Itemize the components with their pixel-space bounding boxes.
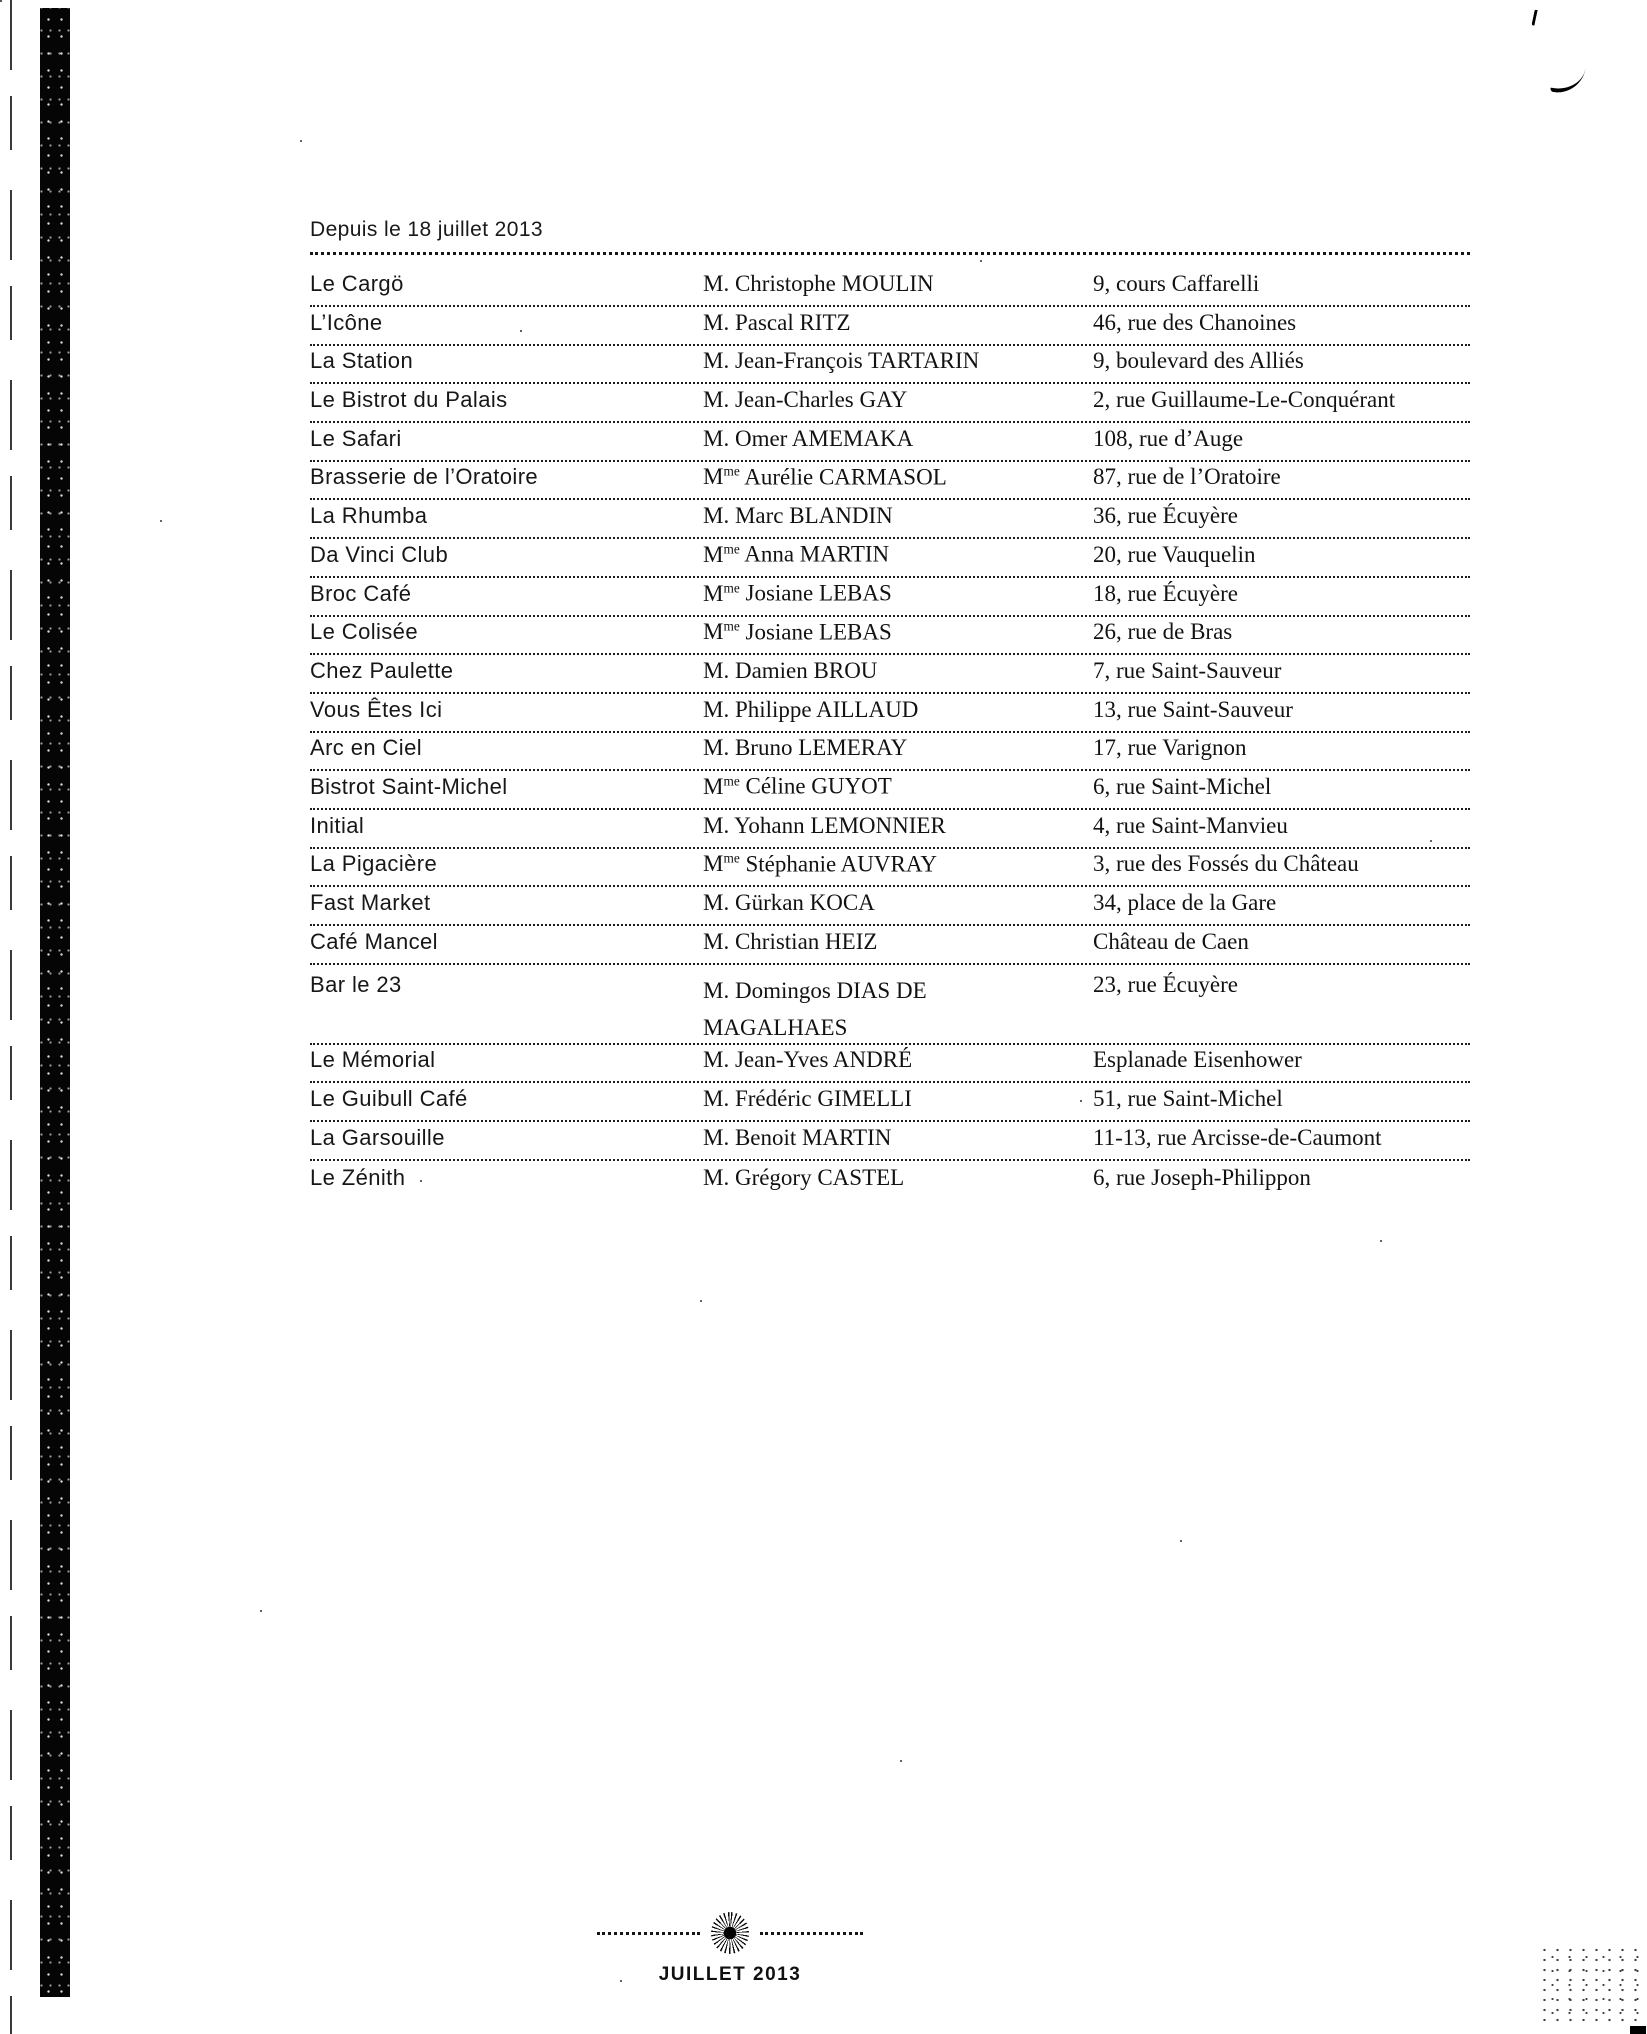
owner-name: $M^{me}$ Anna MARTIN — [703, 541, 890, 567]
establishment-address: 6, rue Joseph-Philippon — [1093, 1165, 1311, 1191]
owner-name: M. Marc BLANDIN — [703, 503, 893, 529]
sunburst-icon — [711, 1912, 749, 1954]
establishment-name: La Rhumba — [310, 503, 428, 529]
table-row — [310, 1045, 1470, 1084]
table-row — [310, 694, 1470, 733]
establishment-address: 36, rue Écuyère — [1093, 503, 1238, 529]
owner-honorific: M. — [703, 425, 730, 451]
owner-honorific: M. — [703, 309, 730, 335]
owner-honorific: M. — [703, 1165, 730, 1191]
owner-name: $M^{me}$ Josiane LEBAS — [703, 579, 892, 606]
establishment-address: 87, rue de l’Oratoire — [1093, 464, 1281, 490]
owner-name: $M^{me}$ Céline GUYOT — [703, 773, 892, 799]
establishment-name: Le Mémorial — [310, 1047, 436, 1073]
footer-dotted-rule-left — [597, 1932, 700, 1935]
owner-name: $M^{me}$ Stéphanie AUVRAY — [703, 850, 937, 877]
owner-honorific: M. — [703, 928, 730, 954]
owner-name: M. Christian HEIZ — [703, 928, 878, 954]
establishment-name: Le Colisée — [310, 619, 418, 645]
owner-honorific: M. — [703, 812, 730, 838]
establishment-address: 18, rue Écuyère — [1093, 580, 1238, 606]
establishment-name: Le Cargö — [310, 271, 404, 296]
owner-honorific: M. — [703, 348, 730, 374]
establishment-name: La Pigacière — [310, 851, 438, 877]
establishment-name: Arc en Ciel — [310, 735, 422, 761]
establishment-address: 13, rue Saint-Sauveur — [1093, 696, 1293, 722]
scan-dust-specks — [0, 0, 2, 2]
establishment-name: La Garsouille — [310, 1124, 445, 1150]
table-row — [310, 578, 1470, 617]
table-row — [310, 771, 1470, 810]
owner-name: $M^{me}$ Aurélie CARMASOL — [703, 463, 947, 490]
owner-name: M. Damien BROU — [703, 657, 878, 683]
establishment-address: 17, rue Varignon — [1093, 735, 1247, 761]
owner-name: M. Frédéric GIMELLI — [703, 1086, 912, 1112]
owner-honorific: M. — [703, 1047, 730, 1073]
establishment-name: Broc Café — [310, 580, 412, 606]
establishment-name: Bistrot Saint-Michel — [310, 773, 508, 799]
footer-month-label: JUILLET 2013 — [658, 1964, 802, 1985]
establishment-name: Le Zénith — [310, 1165, 406, 1191]
establishment-name: Bar le 23 — [310, 971, 402, 997]
establishment-name: La Station — [310, 348, 414, 374]
scan-binding-black-bar — [40, 8, 70, 1997]
establishment-name: Le Guibull Café — [310, 1086, 468, 1112]
owner-name: M. Jean-Charles GAY — [703, 387, 908, 413]
establishment-address: 3, rue des Fossés du Château — [1093, 851, 1359, 877]
table-row — [310, 1122, 1470, 1161]
establishment-name: Le Bistrot du Palais — [310, 387, 508, 413]
footer-ornament-row — [597, 1908, 863, 1958]
owner-honorific: M. — [703, 735, 730, 761]
owner-name: M. Philippe AILLAUD — [703, 696, 919, 722]
owner-honorific: M. — [703, 1124, 730, 1150]
establishment-name: Chez Paulette — [310, 657, 454, 683]
owner-honorific: $M^{me}$ — [703, 463, 740, 490]
establishment-address: 108, rue d’Auge — [1093, 425, 1244, 451]
establishment-address: 4, rue Saint-Manvieu — [1093, 812, 1288, 838]
owner-honorific: M. — [703, 890, 730, 915]
establishment-address: 20, rue Vauquelin — [1093, 541, 1256, 567]
establishment-address: 2, rue Guillaume-Le-Conquérant — [1093, 387, 1396, 413]
table-row — [310, 926, 1470, 965]
effective-date-note: Depuis le 18 juillet 2013 — [310, 218, 1470, 255]
owner-name: M. Jean-François TARTARIN — [703, 348, 980, 374]
table-row — [310, 733, 1470, 772]
owner-honorific: M. — [703, 271, 730, 296]
owner-honorific: M. — [703, 1086, 730, 1112]
table-row — [310, 307, 1470, 346]
establishment-name: Café Mancel — [310, 928, 438, 954]
scan-fold-hairline — [10, 0, 12, 2034]
table-row — [310, 423, 1470, 462]
page-footer — [597, 1908, 863, 1986]
establishment-address: Château de Caen — [1093, 928, 1249, 954]
owner-name: $M^{me}$ Josiane LEBAS — [703, 618, 892, 645]
establishment-name: Da Vinci Club — [310, 541, 449, 567]
establishment-address: 7, rue Saint-Sauveur — [1093, 657, 1282, 683]
owner-name-line2: MAGALHAES — [703, 1014, 848, 1040]
owner-honorific: M. — [703, 696, 730, 722]
table-row — [310, 384, 1470, 423]
owner-honorific: M. — [703, 657, 730, 683]
table-row — [310, 500, 1470, 539]
owner-name: M. Gürkan KOCA — [703, 890, 875, 915]
owner-name: M. Benoit MARTIN — [703, 1124, 892, 1150]
scan-speckle-noise — [1538, 1945, 1647, 2023]
footer-dotted-rule-right — [760, 1932, 863, 1935]
establishment-name: Brasserie de l’Oratoire — [310, 464, 539, 490]
owner-name: M. Bruno LEMERAY — [703, 735, 908, 761]
owner-name: M. Yohann LEMONNIER — [703, 812, 946, 838]
owner-honorific: $M^{me}$ — [703, 579, 740, 606]
table-row — [310, 346, 1470, 385]
owner-honorific: $M^{me}$ — [703, 850, 740, 877]
table-row — [310, 539, 1470, 578]
establishment-name: Le Safari — [310, 425, 402, 451]
table-row — [310, 1161, 1470, 1200]
establishment-name: Initial — [310, 812, 365, 838]
owner-name: M. Omer AMEMAKA — [703, 425, 914, 451]
establishment-address: 9, cours Caffarelli — [1093, 271, 1260, 296]
establishment-name: L’Icône — [310, 309, 383, 335]
establishment-address: Esplanade Eisenhower — [1093, 1047, 1302, 1073]
owner-honorific: $M^{me}$ — [703, 618, 740, 645]
owner-name: M. Grégory CASTEL — [703, 1165, 905, 1191]
table-row — [310, 810, 1470, 849]
table-row — [310, 965, 1470, 1045]
scan-artifact-squiggle — [1550, 62, 1586, 96]
establishment-address: 46, rue des Chanoines — [1093, 309, 1297, 335]
table-row — [310, 617, 1470, 656]
table-row — [310, 252, 1470, 307]
establishment-name: Fast Market — [310, 890, 431, 915]
establishment-name: Vous Êtes Ici — [310, 696, 443, 722]
owner-honorific: M. — [703, 503, 730, 529]
establishment-address: 23, rue Écuyère — [1093, 971, 1238, 997]
owner-honorific: $M^{me}$ — [703, 773, 740, 799]
establishment-address: 51, rue Saint-Michel — [1093, 1086, 1283, 1112]
table-row — [310, 655, 1470, 694]
owner-name: M. Jean-Yves ANDRÉ — [703, 1047, 913, 1073]
owner-honorific: M. — [703, 387, 730, 413]
establishment-address: 9, boulevard des Alliés — [1093, 348, 1304, 374]
establishment-address: 11-13, rue Arcisse-de-Caumont — [1093, 1124, 1382, 1150]
scan-corner-mark — [1630, 2026, 1646, 2034]
owner-name: M. Pascal RITZ — [703, 309, 851, 335]
establishment-address: 6, rue Saint-Michel — [1093, 773, 1272, 799]
scan-artifact-mark — [1531, 9, 1541, 26]
table-row — [310, 462, 1470, 501]
owner-name: M. Christophe MOULIN — [703, 271, 934, 296]
owner-honorific: M. — [703, 977, 730, 1003]
establishment-address: 26, rue de Bras — [1093, 619, 1233, 645]
owner-name: M. Domingos DIAS DE MAGALHAES — [703, 965, 1093, 1046]
table-row — [310, 849, 1470, 888]
establishment-table-body — [310, 252, 1470, 1199]
table-row — [310, 1083, 1470, 1122]
table-row — [310, 887, 1470, 926]
owner-honorific: $M^{me}$ — [703, 541, 740, 567]
establishment-address: 34, place de la Gare — [1093, 890, 1277, 915]
